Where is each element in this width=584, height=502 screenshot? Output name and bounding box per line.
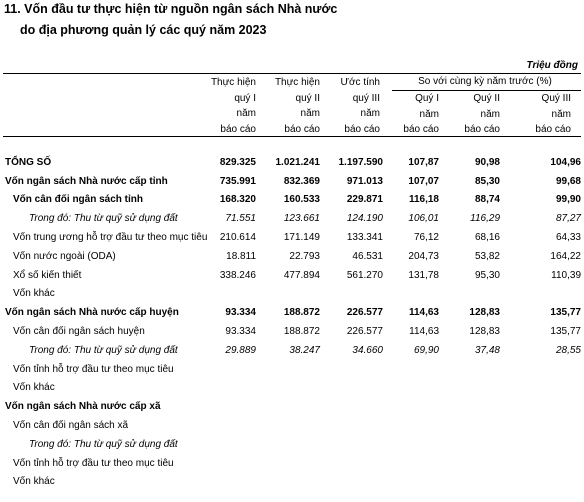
row-value: 29.889 [225,344,256,356]
table-row [3,397,581,416]
row-value [383,360,439,379]
table-row [3,341,581,360]
row-value [206,416,256,435]
row-value: 95,30 [474,269,500,281]
row-value [206,454,256,473]
row-value: 69,90 [413,344,439,356]
col-header-pct-q3: Quý III năm báo cáo [535,93,571,135]
row-label: Trong đó: Thu từ quỹ sử dụng đất [29,213,178,225]
row-value: 22.793 [289,250,320,262]
row-value: 1.021.241 [275,156,320,168]
row-value [383,379,439,398]
row-value [256,360,320,379]
table-row [3,266,581,285]
row-label: TỔNG SỐ [5,156,52,168]
row-value: 18.811 [226,250,256,262]
row-value: 110,39 [551,269,581,281]
row-value [500,285,581,304]
row-value: 106,01 [408,213,439,225]
table-row [3,172,581,191]
row-value: 104,96 [550,156,581,168]
row-label: Vốn cân đối ngân sách huyện [13,326,145,338]
row-value: 53,82 [474,250,500,262]
row-value: 188.872 [283,326,320,338]
table-row [3,209,581,228]
row-value [256,454,320,473]
row-value: 229.871 [346,194,383,206]
row-value: 123.661 [283,213,320,225]
row-value [439,416,500,435]
row-value: 133.341 [346,232,383,244]
table-row [3,303,581,322]
row-value [439,360,500,379]
row-value: 37,48 [474,344,500,356]
row-value: 114,63 [409,326,439,338]
col-header-q1: Thực hiện quý I năm báo cáo [210,77,256,135]
row-value [439,473,500,492]
row-value: 107,87 [408,156,439,168]
row-value [383,473,439,492]
row-value [256,473,320,492]
row-label: Vốn tỉnh hỗ trợ đầu tư theo mục tiêu [13,363,174,375]
row-value [383,435,439,454]
table-row [3,379,581,398]
table-row [3,360,581,379]
row-value: 99,90 [555,194,581,206]
row-value [500,473,581,492]
header-top-rule [3,73,581,74]
row-value: 210.614 [219,232,256,244]
row-value [256,379,320,398]
row-value [500,397,581,416]
row-value [320,454,383,473]
unit-label: Triệu đồng [526,60,578,71]
row-value [206,473,256,492]
row-value: 87,27 [555,213,581,225]
row-value: 93.334 [225,326,256,338]
row-label: Vốn khác [13,288,55,300]
table-row [3,228,581,247]
row-value: 160.533 [283,194,320,206]
table-title-line1: 11. Vốn đầu tư thực hiện từ nguồn ngân sách Nhà nước [4,2,338,16]
row-label: Vốn nước ngoài (ODA) [13,250,116,262]
row-value: 38.247 [289,344,320,356]
col-header-q3: Ước tính quý III năm báo cáo [340,77,380,135]
row-label: Trong đó: Thu từ quỹ sử dụng đất [29,344,178,356]
row-value: 131,78 [408,269,439,281]
row-value: 1.197.590 [338,156,383,168]
row-value [320,379,383,398]
row-value: 99,68 [555,175,581,187]
row-value: 135,77 [550,326,581,338]
comparison-group-header: So với cùng kỳ năm trước (%) [418,76,552,87]
row-value: 107,07 [408,175,439,187]
row-label: Vốn khác [13,476,55,488]
row-value [320,416,383,435]
row-label: Vốn ngân sách Nhà nước cấp xã [5,401,161,413]
row-value: 164,22 [550,250,581,262]
row-value [206,435,256,454]
table-row [3,454,581,473]
row-value [500,360,581,379]
row-value: 561.270 [346,269,383,281]
row-value: 226.577 [346,326,383,338]
row-value: 168.320 [219,194,256,206]
row-value: 226.577 [346,307,383,319]
row-value: 28,55 [555,344,581,356]
row-label: Vốn ngân sách Nhà nước cấp tỉnh [5,175,168,187]
row-value: 116,18 [408,194,439,206]
row-value [500,379,581,398]
row-value: 171.149 [283,232,320,244]
table-title-line2: do địa phương quản lý các quý năm 2023 [20,23,267,37]
row-value: 338.246 [219,269,256,281]
row-value: 128,83 [469,307,500,319]
row-value: 34.660 [352,344,383,356]
row-value: 735.991 [219,175,256,187]
row-value: 85,30 [474,175,500,187]
row-value [439,397,500,416]
row-value: 204,73 [408,250,439,262]
col-header-q2: Thực hiện quý II năm báo cáo [274,77,320,135]
row-value: 829.325 [219,156,256,168]
row-value: 832.369 [283,175,320,187]
row-value [206,379,256,398]
row-value: 90,98 [474,156,500,168]
row-value: 76,12 [413,232,439,244]
row-value [256,285,320,304]
row-value [256,435,320,454]
row-value [383,454,439,473]
row-label: Trong đó: Thu từ quỹ sử dụng đất [29,438,178,450]
row-value: 971.013 [346,175,383,187]
row-value: 135,77 [550,307,581,319]
row-value: 188.872 [283,307,320,319]
table-row [3,435,581,454]
row-value [500,416,581,435]
row-label: Vốn cân đối ngân sách tỉnh [13,194,144,206]
row-value: 68,16 [474,232,500,244]
row-value [320,360,383,379]
row-value [439,285,500,304]
col-header-pct-q2: Quý II năm báo cáo [464,93,500,135]
row-value: 128,83 [469,326,500,338]
row-value: 88,74 [474,194,500,206]
row-value: 93.334 [225,307,256,319]
row-value: 124.190 [346,213,383,225]
row-label: Vốn khác [13,382,55,394]
row-value [500,435,581,454]
row-value [206,285,256,304]
col-header-pct-q1: Quý I năm báo cáo [403,93,439,135]
row-value: 116,29 [470,213,500,225]
row-value [320,435,383,454]
row-value: 64,33 [555,232,581,244]
table-row [3,473,581,492]
row-value [439,379,500,398]
row-value [206,360,256,379]
table-row [3,416,581,435]
row-label: Vốn cân đối ngân sách xã [13,420,129,432]
row-value: 114,63 [408,307,439,319]
row-label: Vốn tỉnh hỗ trợ đầu tư theo mục tiêu [13,457,174,469]
table-row [3,247,581,266]
row-value [320,473,383,492]
row-value [439,454,500,473]
row-value [383,397,439,416]
row-label: Xổ số kiến thiết [13,269,82,281]
row-value: 71.551 [225,213,256,225]
row-value: 46.531 [352,250,383,262]
row-label: Vốn trung ương hỗ trợ đầu tư theo mục tiêu [13,232,208,244]
row-value [320,285,383,304]
row-label: Vốn ngân sách Nhà nước cấp huyện [5,307,179,319]
row-value [320,397,383,416]
row-value [206,397,256,416]
row-value [256,416,320,435]
row-value [439,435,500,454]
row-value [500,454,581,473]
row-value: 477.894 [283,269,320,281]
table-row [3,285,581,304]
row-value [383,285,439,304]
table-row [3,322,581,341]
row-value [256,397,320,416]
table-row [3,191,581,210]
table-row [3,153,581,172]
investment-table [3,153,581,491]
row-value [383,416,439,435]
